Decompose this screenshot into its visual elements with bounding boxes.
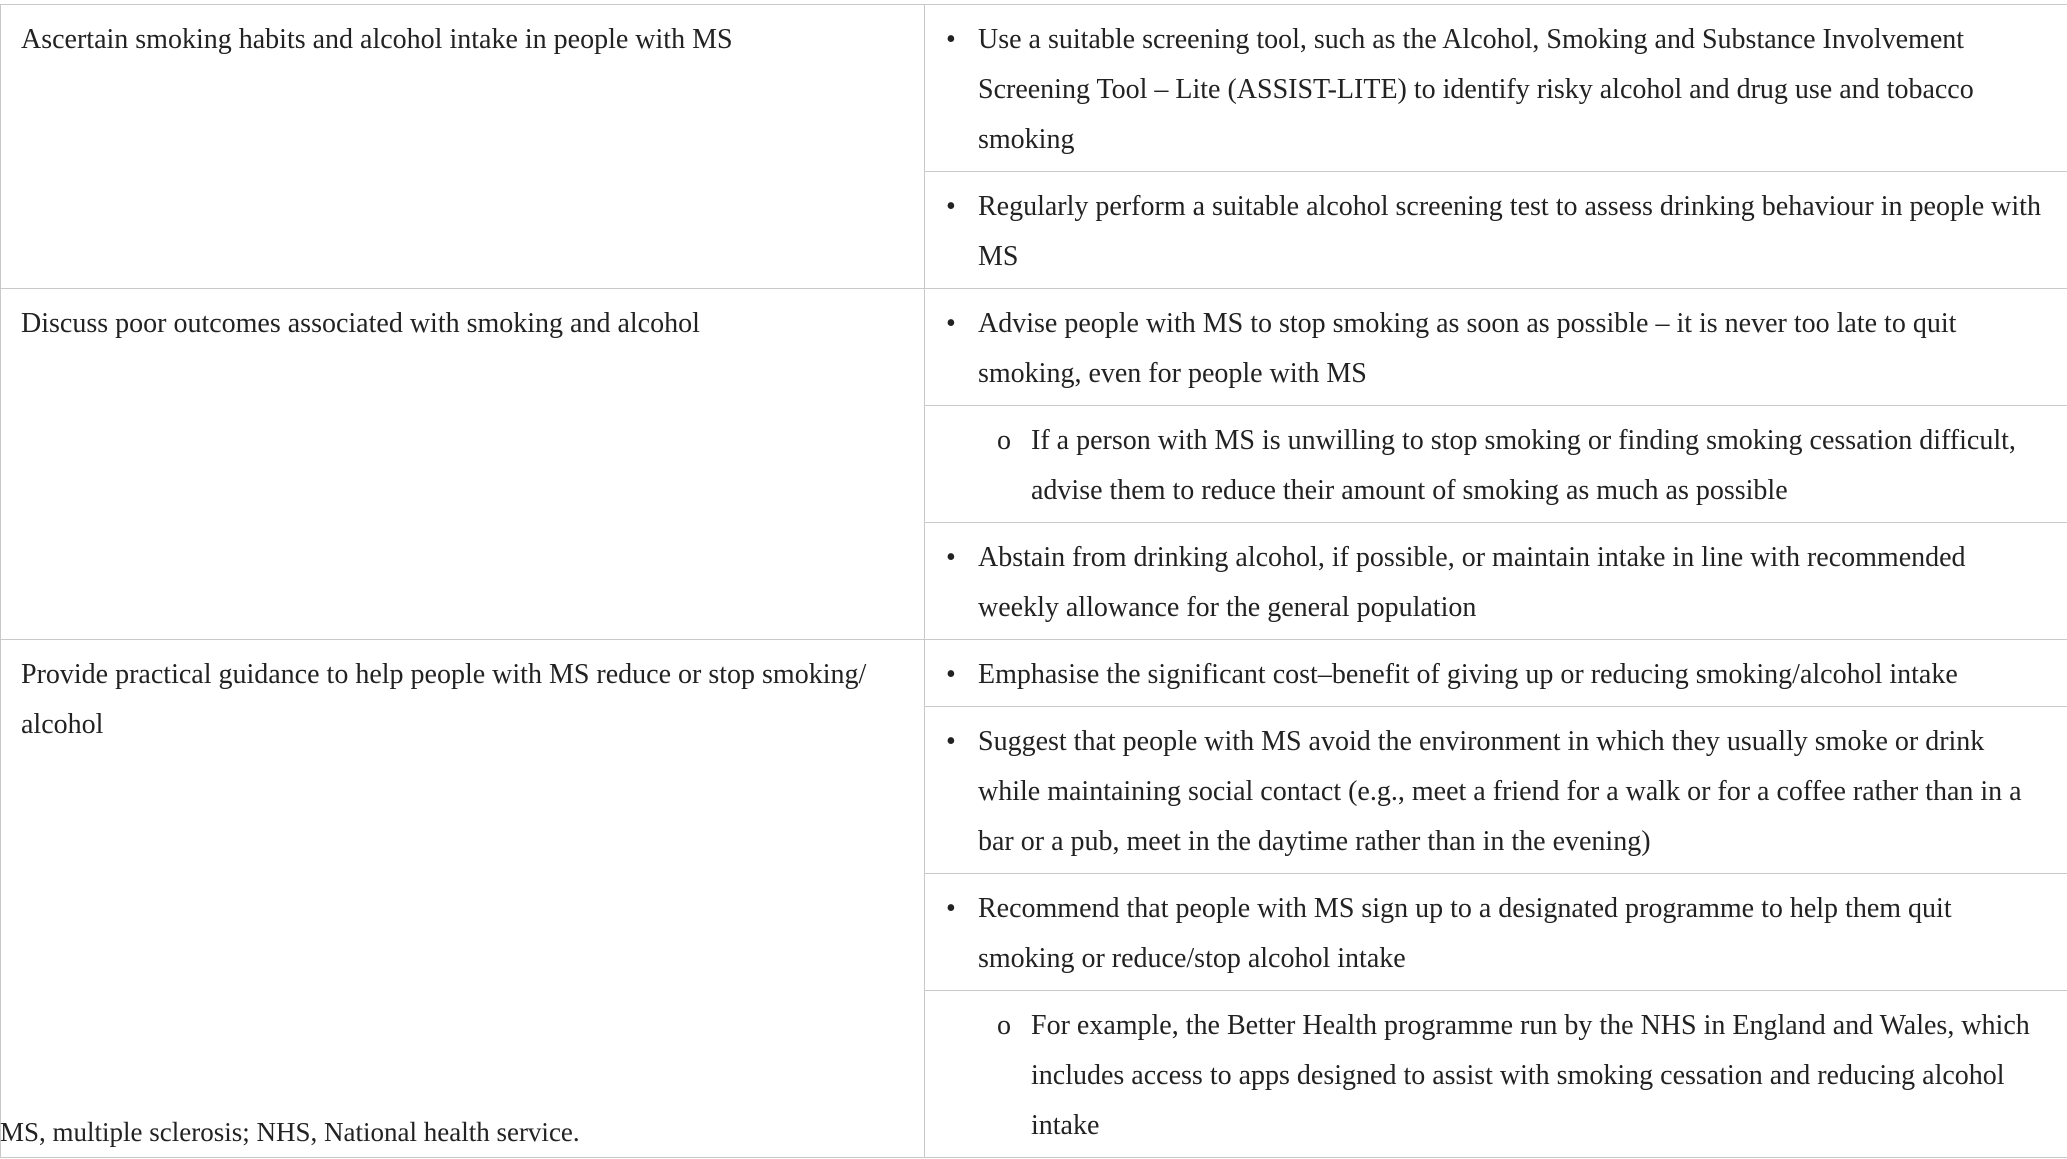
sub-list-item bbox=[925, 990, 2067, 1157]
action-cell bbox=[1, 640, 925, 1158]
item-text: Emphasise the significant cost–benefit of giving up or reducing smoking/alcohol intake bbox=[978, 659, 1958, 690]
sub-bullet-marker: o bbox=[997, 425, 1011, 456]
list-item bbox=[925, 640, 2067, 706]
sub-list-item bbox=[925, 405, 2067, 522]
table-body bbox=[1, 5, 2067, 1158]
bullet-marker: • bbox=[946, 726, 956, 757]
action-text: Ascertain smoking habits and alcohol intake in people with MS bbox=[21, 24, 733, 55]
list-item bbox=[925, 289, 2067, 405]
item-text: Regularly perform a suitable alcohol screening test to assess drinking behaviour in people with MS bbox=[978, 191, 2041, 272]
action-text: Discuss poor outcomes associated with smoking and alcohol bbox=[21, 308, 700, 339]
action-cell bbox=[1, 289, 925, 640]
item-text: Abstain from drinking alcohol, if possible, or maintain intake in line with recommended weekly allowance for the general population bbox=[978, 542, 1966, 623]
bullet-marker: • bbox=[946, 893, 956, 924]
bullet-marker: • bbox=[946, 659, 956, 690]
recommendations-cell bbox=[925, 5, 2067, 289]
bullet-marker: • bbox=[946, 542, 956, 573]
item-text: Use a suitable screening tool, such as the Alcohol, Smoking and Substance Involvement Screening Tool – Lite (ASSIST-LITE) to identify risky alcohol and drug use and tobacco smoking bbox=[978, 24, 1974, 155]
item-text: Suggest that people with MS avoid the environment in which they usually smoke or drink while maintaining social contact (e.g., meet a friend for a walk or for a coffee rather than in a bar or a pub, meet in the daytime rather than in the evening) bbox=[978, 726, 2022, 857]
list-item bbox=[925, 171, 2067, 288]
item-text: Recommend that people with MS sign up to a designated programme to help them quit smoking or reduce/stop alcohol intake bbox=[978, 893, 1952, 974]
recommendations-cell bbox=[925, 289, 2067, 640]
item-text: For example, the Better Health programme run by the NHS in England and Wales, which includes access to apps designed to assist with smoking cessation and reducing alcohol intake bbox=[1031, 1010, 2030, 1141]
guidance-table bbox=[0, 4, 2067, 1158]
item-text: Advise people with MS to stop smoking as soon as possible – it is never too late to quit smoking, even for people with MS bbox=[978, 308, 1957, 389]
list-item bbox=[925, 706, 2067, 873]
table-row bbox=[1, 5, 2067, 289]
bullet-marker: • bbox=[946, 191, 956, 222]
sub-bullet-marker: o bbox=[997, 1010, 1011, 1041]
list-item bbox=[925, 522, 2067, 639]
table-footnote: MS, multiple sclerosis; NHS, National health service. bbox=[0, 1117, 580, 1147]
action-text: Provide practical guidance to help people with MS reduce or stop smoking/ alcohol bbox=[21, 659, 867, 740]
list-item bbox=[925, 873, 2067, 990]
bullet-marker: • bbox=[946, 308, 956, 339]
table-row bbox=[1, 289, 2067, 640]
table-row bbox=[1, 640, 2067, 1158]
item-text: If a person with MS is unwilling to stop smoking or finding smoking cessation difficult, advise them to reduce their amount of smoking as much as possible bbox=[1031, 425, 2016, 506]
recommendations-cell bbox=[925, 640, 2067, 1158]
list-item bbox=[925, 5, 2067, 171]
bullet-marker: • bbox=[946, 24, 956, 55]
action-cell bbox=[1, 5, 925, 289]
